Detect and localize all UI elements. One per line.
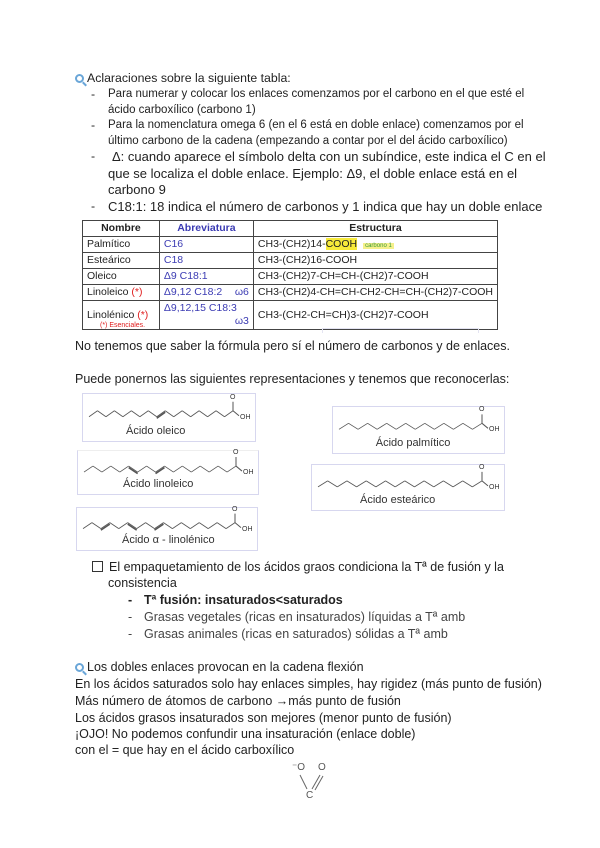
molecule-label: Ácido α - linolénico bbox=[122, 534, 215, 546]
cell-abreviatura bbox=[159, 253, 253, 269]
name-text: Oleico bbox=[87, 270, 117, 282]
bond bbox=[102, 466, 111, 472]
oh-label: OH bbox=[242, 525, 253, 533]
double-bond bbox=[129, 468, 138, 474]
name-text: Linolénico bbox=[87, 308, 135, 321]
struct-highlight: COOH bbox=[325, 238, 358, 250]
bond bbox=[114, 411, 122, 417]
bond bbox=[216, 411, 224, 417]
bond bbox=[120, 466, 129, 472]
bond bbox=[414, 481, 424, 487]
bond bbox=[349, 423, 359, 429]
bond bbox=[434, 423, 444, 429]
double-bond bbox=[156, 468, 165, 474]
bond bbox=[472, 423, 482, 429]
bond bbox=[227, 466, 236, 472]
essential-mark: (*) bbox=[131, 286, 143, 298]
bullet-dash: - bbox=[91, 198, 96, 213]
essential-mark: (*) bbox=[137, 308, 149, 321]
name-text: Palmítico bbox=[87, 238, 131, 250]
double-bond bbox=[155, 524, 164, 530]
bond bbox=[218, 466, 227, 472]
hydroxyl-bond bbox=[233, 411, 239, 416]
abbr-text: Δ9 C18:1 bbox=[163, 270, 208, 282]
cell-estructura bbox=[253, 301, 497, 330]
bond bbox=[339, 423, 349, 429]
final-line: Los ácidos grasos insaturados son mejores (menor punto de fusión) bbox=[75, 711, 452, 725]
cell-abreviatura bbox=[159, 285, 253, 301]
oxygen-label: O bbox=[230, 393, 236, 401]
bond bbox=[138, 466, 147, 472]
bullet-dash: - bbox=[91, 118, 96, 132]
th-estructura: Estructura bbox=[253, 221, 497, 237]
bond bbox=[182, 411, 190, 417]
cell-nombre bbox=[83, 285, 160, 301]
molecule-linoleico bbox=[77, 450, 259, 495]
packing-subitem-bold: - Tª fusión: insaturados<saturados bbox=[128, 593, 343, 607]
bond bbox=[84, 466, 93, 472]
bond bbox=[434, 481, 444, 487]
paragraph-representations: Puede ponernos las siguientes representaciones y tenemos que reconocerlas: bbox=[75, 372, 510, 386]
bullet-line: Δ: cuando aparece el símbolo delta con un subíndice, este indica el C en el bbox=[112, 149, 546, 164]
bond bbox=[328, 481, 338, 487]
bond bbox=[110, 523, 119, 529]
double-bond bbox=[128, 524, 137, 530]
bond bbox=[123, 411, 131, 417]
molecule-label: Ácido linoleico bbox=[123, 478, 194, 490]
double-bond bbox=[101, 524, 110, 530]
bullet-line: que se localiza el doble enlace. Ejemplo: Δ9, el doble enlace está en el bbox=[108, 165, 518, 181]
molecule-label: Ácido oleico bbox=[126, 425, 186, 437]
bullet-line: Para numerar y colocar los enlaces comenzamos por el carbono en el que esté el bbox=[108, 88, 525, 100]
hydroxyl-bond bbox=[482, 481, 488, 486]
bullet-line: último carbono de la cadena (empezando a contar por el del ácido carboxílico) bbox=[108, 134, 508, 147]
th-nombre: Nombre bbox=[83, 221, 160, 237]
oxygen-label: O bbox=[479, 406, 485, 414]
oh-label: OH bbox=[243, 469, 254, 477]
carboxyl-diagram bbox=[290, 760, 340, 805]
bond bbox=[347, 481, 357, 487]
bullet-dash: - bbox=[91, 87, 96, 101]
bond bbox=[191, 411, 199, 417]
final-line: Más número de átomos de carbono →más punto de fusión bbox=[75, 694, 401, 708]
table-row bbox=[83, 285, 498, 301]
oxygen-label: O bbox=[233, 449, 239, 457]
bond bbox=[395, 481, 405, 487]
abbr-text: Δ9,12 C18:2 bbox=[163, 286, 223, 298]
cell-nombre bbox=[83, 253, 160, 269]
bond bbox=[226, 523, 235, 529]
bond bbox=[368, 423, 378, 429]
bond bbox=[190, 523, 199, 529]
struct-text: CH3-(CH2)4-CH=CH-CH2-CH=CH-(CH2)7-COOH bbox=[257, 286, 493, 298]
bond bbox=[443, 481, 453, 487]
bond bbox=[89, 411, 97, 417]
oh-label: OH bbox=[489, 426, 500, 434]
bond bbox=[147, 466, 156, 472]
packing-bold-text: Tª fusión: insaturados<saturados bbox=[144, 593, 343, 607]
cell-abreviatura bbox=[159, 237, 253, 253]
molecule-estearico bbox=[311, 464, 505, 511]
bullet-dash: - bbox=[91, 149, 96, 163]
bond bbox=[148, 411, 156, 417]
bond bbox=[174, 411, 182, 417]
bond bbox=[376, 481, 386, 487]
faint-box bbox=[322, 328, 479, 333]
bond bbox=[140, 411, 148, 417]
bullet-line: ácido carboxílico (carbono 1) bbox=[108, 103, 256, 116]
molecule-label: Ácido palmítico bbox=[375, 437, 451, 449]
carboxyl-o-minus: ⁻O bbox=[292, 762, 306, 773]
carbono-tag: carbono 1 bbox=[365, 243, 392, 249]
th-abreviatura: Abreviatura bbox=[159, 221, 253, 237]
bond bbox=[111, 466, 120, 472]
bullet-line: Para la nomenclatura omega 6 (en el 6 está en doble enlace) comenzamos por el bbox=[108, 119, 524, 131]
oh-label: OH bbox=[489, 483, 500, 491]
bond bbox=[119, 523, 128, 529]
omega-text: ω6 bbox=[234, 286, 249, 298]
cell-nombre bbox=[83, 237, 160, 253]
bond bbox=[453, 481, 463, 487]
cell-abreviatura bbox=[159, 269, 253, 285]
bond bbox=[131, 411, 139, 417]
bond bbox=[472, 481, 482, 487]
struct-text: CH3-(CH2)7-CH=CH-(CH2)7-COOH bbox=[257, 270, 429, 282]
bond bbox=[386, 481, 396, 487]
bond bbox=[173, 466, 182, 472]
notes-title-text: Aclaraciones sobre la siguiente tabla: bbox=[87, 71, 291, 85]
bond bbox=[209, 466, 218, 472]
cell-nombre bbox=[83, 269, 160, 285]
packing-subitem-text: Grasas animales (ricas en saturados) sólidas a Tª amb bbox=[144, 627, 448, 641]
molecule-palmitico bbox=[332, 406, 505, 454]
table-footnote: (*) Esenciales. bbox=[100, 322, 146, 329]
bond bbox=[217, 523, 226, 529]
magnifier-icon bbox=[75, 74, 84, 83]
final-line-text: Los dobles enlaces provocan en la cadena flexión bbox=[87, 660, 364, 674]
double-bond bbox=[157, 412, 165, 418]
bond bbox=[453, 423, 463, 429]
molecule-linolenico bbox=[76, 507, 258, 551]
bond bbox=[199, 411, 207, 417]
hydroxyl-bond bbox=[236, 466, 242, 471]
carboxyl-o: O bbox=[318, 762, 326, 773]
bond bbox=[208, 411, 216, 417]
abbr-text: C16 bbox=[163, 238, 184, 250]
bond bbox=[172, 523, 181, 529]
bond bbox=[181, 523, 190, 529]
bond bbox=[337, 481, 347, 487]
bond bbox=[463, 481, 473, 487]
struct-text: CH3-(CH2-CH=CH)3-(CH2)7-COOH bbox=[257, 308, 429, 321]
bond bbox=[358, 423, 368, 429]
bond bbox=[93, 466, 102, 472]
bond bbox=[92, 523, 101, 529]
final-line bbox=[75, 660, 364, 674]
fatty-acids-table bbox=[82, 220, 498, 330]
cell-estructura bbox=[253, 253, 497, 269]
molecule-label: Ácido esteárico bbox=[360, 494, 436, 506]
packing-line-1: El empaquetamiento de los ácidos graos condiciona la Tª de fusión y la bbox=[109, 560, 504, 574]
oh-label: OH bbox=[240, 413, 251, 421]
checkbox-icon bbox=[92, 561, 103, 572]
bond bbox=[377, 423, 387, 429]
struct-text: CH3-(CH2)14- bbox=[257, 238, 326, 250]
bond bbox=[106, 411, 114, 417]
bond bbox=[225, 411, 233, 417]
table-row bbox=[83, 237, 498, 253]
cell-estructura bbox=[253, 285, 497, 301]
bond bbox=[97, 411, 105, 417]
notes-title bbox=[75, 71, 291, 85]
bullet-line: C18:1: 18 indica el número de carbonos y 1 indica que hay un doble enlace bbox=[108, 198, 543, 214]
bond bbox=[137, 523, 146, 529]
bond bbox=[200, 466, 209, 472]
carboxyl-c: C bbox=[306, 790, 314, 801]
bond bbox=[318, 481, 328, 487]
abbr-text: Δ9,12,15 C18:3 bbox=[163, 302, 237, 314]
bond bbox=[83, 523, 92, 529]
magnifier-icon bbox=[75, 663, 84, 672]
bond bbox=[396, 423, 406, 429]
bond bbox=[366, 481, 376, 487]
bond bbox=[406, 423, 416, 429]
omega-text: ω3 bbox=[234, 315, 249, 327]
bond bbox=[164, 466, 173, 472]
molecule-oleico bbox=[82, 393, 256, 442]
cell-estructura bbox=[253, 269, 497, 285]
final-line: En los ácidos saturados solo hay enlaces simples, hay rigidez (más punto de fusión) bbox=[75, 677, 542, 691]
packing-subitem: - Grasas animales (ricas en saturados) sólidas a Tª amb bbox=[128, 627, 448, 641]
bullet-line: carbono 9 bbox=[108, 182, 166, 197]
struct-text: CH3-(CH2)16-COOH bbox=[257, 254, 358, 266]
name-text: Linoleico bbox=[87, 286, 129, 298]
bond bbox=[415, 423, 425, 429]
bond bbox=[146, 523, 155, 529]
final-line: ¡OJO! No podemos confundir una insaturación (enlace doble) bbox=[75, 727, 416, 741]
paragraph-formula: No tenemos que saber la fórmula pero sí el número de carbonos y de enlaces. bbox=[75, 339, 510, 353]
bond bbox=[463, 423, 473, 429]
bond bbox=[425, 423, 435, 429]
cell-abreviatura bbox=[159, 301, 253, 330]
abbr-text: C18 bbox=[163, 254, 184, 266]
final-line: con el = que hay en el ácido carboxílico bbox=[75, 743, 295, 757]
packing-line-2: consistencia bbox=[108, 576, 177, 590]
packing-item bbox=[92, 560, 504, 574]
bond bbox=[208, 523, 217, 529]
bond bbox=[199, 523, 208, 529]
oxygen-label: O bbox=[479, 463, 485, 471]
packing-subitem: - Grasas vegetales (ricas en insaturados) líquidas a Tª amb bbox=[128, 610, 466, 624]
bond bbox=[444, 423, 454, 429]
bond bbox=[424, 481, 434, 487]
name-text: Esteárico bbox=[87, 254, 131, 266]
carboxyl-bonds bbox=[290, 760, 340, 805]
bond bbox=[357, 481, 367, 487]
bond bbox=[165, 411, 173, 417]
bond bbox=[182, 466, 191, 472]
table-row bbox=[83, 269, 498, 285]
bond bbox=[163, 523, 172, 529]
hydroxyl-bond bbox=[235, 523, 241, 528]
hydroxyl-bond bbox=[482, 423, 488, 428]
oxygen-label: O bbox=[232, 505, 238, 513]
bond bbox=[191, 466, 200, 472]
table-row bbox=[83, 253, 498, 269]
bond bbox=[405, 481, 415, 487]
packing-subitem-text: Grasas vegetales (ricas en insaturados) líquidas a Tª amb bbox=[144, 610, 466, 624]
bond bbox=[387, 423, 397, 429]
cell-estructura bbox=[253, 237, 497, 253]
